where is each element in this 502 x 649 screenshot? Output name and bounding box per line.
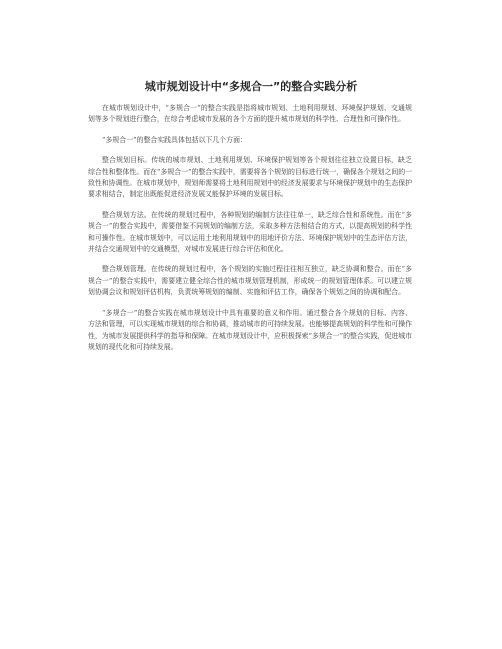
paragraph-goals: 整合规划目标。传统的城市规划、土地利用规划、环境保护规划等各个规划往往独立设置目标，缺乏综合性和整体性。而在“多规合一”的整合实践中，需要将各个规划的目标进行统一，确保各个规划之间的一致性和协调性。在城市规划中，规划师需要将土地利用规划中的经济发展要求与环境保护规划中的生态保护要求相结合，制定出既能促进经济发展又能保护环境的发展目标。 bbox=[88, 156, 413, 199]
paragraph-conclusion: “多规合一”的整合实践在城市规划设计中具有重要的意义和作用。通过整合各个规划的目标、内容、方法和管理，可以实现城市规划的综合和协调，推动城市的可持续发展。也能够提高规划的科学性和可操作性，为城市发展提供科学的指导和保障。在城市规划设计中，应积极探索“多规合一”的整合实践，促进城市规划的现代化和可持续发展。 bbox=[88, 308, 413, 351]
document-body bbox=[88, 103, 412, 360]
paragraph-intro: 在城市规划设计中，“多规合一”的整合实践是指将城市规划、土地利用规划、环境保护规划、交通规划等多个规划进行整合，在综合考虑城市发展的各个方面的提升城市规划的科学性、合理性和可操作性。 bbox=[88, 104, 412, 124]
paragraph-methods: 整合规划方法。在传统的规划过程中，各种规划的编制方法往往单一，缺乏综合性和系统性。而在“多规合一”的整合实践中，需要借鉴不同规划的编制方法，采取多种方法相结合的方式，以提高规划的科学性和可操作性。在城市规划中，可以运用土地利用规划中的用地评价方法、环境保护规划中的生态评估方法，并结合交通规划中的交通模型，对城市发展进行综合评估和优化。 bbox=[88, 210, 412, 254]
paragraph-overview: “多规合一”的整合实践具体包括以下几个方面： bbox=[102, 135, 247, 144]
paragraph-management: 整合规划管理。在传统的规划过程中，各个规划的实施过程往往相互独立，缺乏协调和整合。而在“多规合一”的整合实践中，需要建立健全综合性的城市规划管理机制，形成统一的规划管理体系。可以建立规划协调会议和规划评估机构，负责统筹规划的编制、实施和评估工作，确保各个规划之间的协调和配合。 bbox=[88, 265, 412, 297]
document-title: 城市规划设计中“多规合一”的整合实践分析 bbox=[144, 80, 358, 93]
